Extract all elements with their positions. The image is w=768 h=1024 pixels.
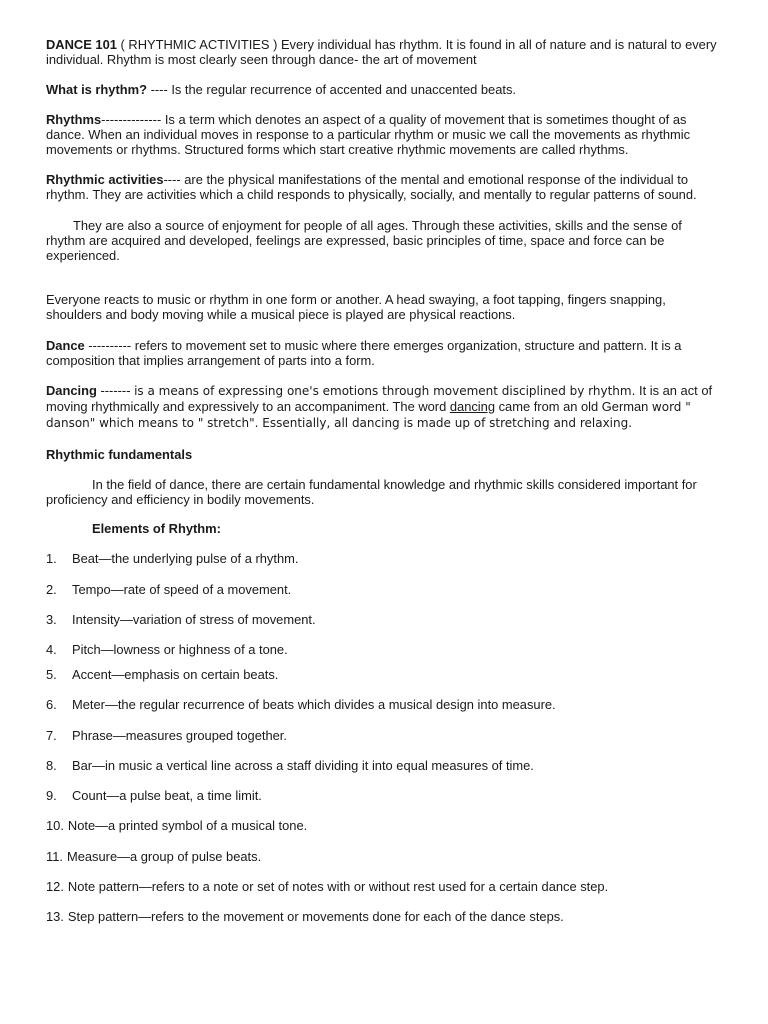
dancing-text-a: It is an act of moving rhythmically and expressively to an accompaniment. The word [46,383,713,415]
dance-text: ---------- refers to movement set to music where there emerges organization, structure and pattern. It is a composition that implies arrangement of parts into a form. [46,337,682,368]
list-item-text: Tempo—rate of speed of a movement. [72,581,292,597]
intro-text: ( RHYTHMIC ACTIVITIES ) Every individual has rhythm. It is found in all of nature and is natural to every individual. Rhythm is most clearly seen through dance- the art of movement [46,37,717,68]
list-item [46,551,724,566]
list-item-number: 11. [46,848,63,864]
list-item-text: Bar—in music a vertical line across a staff dividing it into equal measures of time. [72,757,534,773]
dancing-term: Dancing [46,383,97,399]
dancing-paragraph [46,383,724,432]
what-is-rhythm-paragraph [46,82,724,97]
elements-heading: Elements of Rhythm: [92,521,221,537]
list-item-number: 12. [46,878,64,894]
dancing-dashes: ------- [96,383,135,399]
list-item [46,788,724,803]
list-item-text: Note pattern—refers to a note or set of notes with or without rest used for a certain dance step. [67,878,609,894]
list-item-number: 7. [46,727,57,743]
rhythmic-activities-paragraph [46,172,724,202]
list-item-number: 9. [46,788,57,804]
reactions-paragraph: Everyone reacts to music or rhythm in one form or another. A head swaying, a foot tapping, fingers snapping, shoulders and body moving while a musical piece is played are physical reactions. [46,292,666,323]
fundamentals-heading-text: Rhythmic fundamentals [46,446,193,462]
rhythms-text: -------------- Is a term which denotes an aspect of a quality of movement that is sometimes thought of as dance. When an individual moves in response to a particular rhythm or music we call the movements as rhythmic movements or rhythms. Structured forms which start creative rhythmic movements are called rhythms. [46,111,691,158]
list-item-text: Intensity—variation of stress of movement. [72,611,316,627]
dancing-etymology: word " danson" which means to " stretch". Essentially, all dancing is made up of stretching and relaxing. [46,400,691,431]
list-item-number: 5. [46,667,57,683]
list-item-text: Step pattern—refers to the movement or movements done for each of the dance steps. [67,908,564,924]
list-item [46,728,724,743]
rhythmic-activities-text: ---- are the physical manifestations of the mental and emotional response of the individual to rhythm. They are activities which a child responds to physically, socially, and mentally to regular patterns of sound. [46,172,697,203]
list-item-number: 2. [46,581,57,597]
list-item-number: 6. [46,697,57,713]
what-is-rhythm-term: What is rhythm? [46,82,147,98]
list-item-text: Measure—a group of pulse beats. [66,848,262,864]
rhythms-term: Rhythms [46,111,102,127]
list-item [46,818,724,833]
list-item-number: 4. [46,642,57,658]
list-item-number: 10. [46,818,64,834]
intro-paragraph [46,37,724,67]
list-item-text: Beat—the underlying pulse of a rhythm. [72,551,299,567]
list-item-text: Phrase—measures grouped together. [72,727,287,743]
list-item-number: 1. [46,551,57,567]
dancing-text-b: came from an old German [495,399,652,415]
list-item-number: 8. [46,757,57,773]
dancing-underlined-word: dancing [449,399,496,415]
dance-paragraph [46,338,724,368]
what-is-rhythm-text: ---- Is the regular recurrence of accented and unaccented beats. [146,82,517,98]
elements-list [46,551,724,924]
list-item [46,849,724,864]
list-item-text: Accent—emphasis on certain beats. [72,667,279,683]
fundamentals-heading [46,447,724,462]
rhythmic-activities-term: Rhythmic activities [46,172,164,188]
list-item-number: 13. [46,908,64,924]
dancing-definition: is a means of expressing one's emotions through movement disciplined by rhythm. [134,384,636,399]
document-title: DANCE 101 [46,37,117,52]
list-item-text: Meter—the regular recurrence of beats which divides a musical design into measure. [72,697,556,713]
list-item [46,697,724,712]
fundamentals-paragraph: In the field of dance, there are certain fundamental knowledge and rhythmic skills considered important for proficiency and efficiency in bodily movements. [46,476,697,508]
list-item-number: 3. [46,611,57,627]
list-item [46,909,724,924]
list-item [46,642,724,657]
list-item [46,758,724,773]
list-item-text: Count—a pulse beat, a time limit. [72,788,262,804]
list-item-text: Note—a printed symbol of a musical tone. [67,818,308,834]
enjoyment-paragraph: They are also a source of enjoyment for people of all ages. Through these activities, skills and the sense of rhythm are acquired and developed, feelings are expressed, basic principles of time, space and force can be experienced. [46,217,682,264]
dance-term: Dance [46,337,85,353]
list-item-text: Pitch—lowness or highness of a tone. [72,642,288,658]
list-item [46,612,724,627]
list-item [46,667,724,682]
list-item [46,879,724,894]
rhythms-paragraph [46,112,724,158]
list-item [46,582,724,597]
